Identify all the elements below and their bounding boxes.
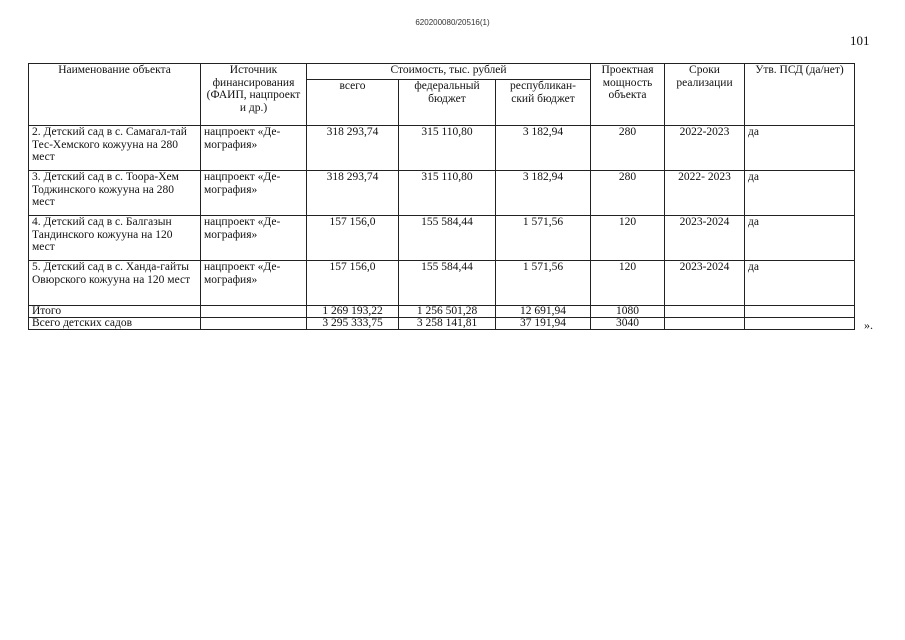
cell-period: 2022- 2023 [665, 171, 745, 216]
cell-empty [665, 306, 745, 318]
header-republic: республикан-ский бюджет [496, 80, 591, 126]
table-row [29, 171, 855, 216]
subtotal-row [29, 306, 855, 318]
cell-source: нацпроект «Де-мография» [201, 261, 307, 306]
page-number: 101 [850, 33, 870, 48]
grand-total-row [29, 318, 855, 330]
subtotal-federal: 1 256 501,28 [399, 306, 496, 318]
subtotal-capacity: 1080 [591, 306, 665, 318]
header-row-1 [29, 64, 855, 80]
cell-republic: 3 182,94 [496, 126, 591, 171]
header-federal: федеральный бюджет [399, 80, 496, 126]
subtotal-republic: 12 691,94 [496, 306, 591, 318]
cell-source: нацпроект «Де-мография» [201, 171, 307, 216]
cell-period: 2023-2024 [665, 261, 745, 306]
cell-period: 2022-2023 [665, 126, 745, 171]
header-cost-group: Стоимость, тыс. рублей [307, 64, 591, 80]
header-total: всего [307, 80, 399, 126]
cell-source: нацпроект «Де-мография» [201, 216, 307, 261]
cell-psd: да [745, 216, 855, 261]
cell-republic: 1 571,56 [496, 261, 591, 306]
cell-total: 318 293,74 [307, 126, 399, 171]
grand-total-federal: 3 258 141,81 [399, 318, 496, 330]
table-row [29, 261, 855, 306]
cell-republic: 1 571,56 [496, 216, 591, 261]
subtotal-label: Итого [29, 306, 201, 318]
header-source: Источник финансирования (ФАИП, нацпроект и др.) [201, 64, 307, 126]
cell-empty [201, 318, 307, 330]
closing-quote-mark: ». [864, 318, 873, 332]
cell-federal: 155 584,44 [399, 216, 496, 261]
header-period: Сроки реализации [665, 64, 745, 126]
cell-federal: 315 110,80 [399, 126, 496, 171]
cell-name: 3. Детский сад в с. Тоора-Хем Тоджинского кожууна на 280 мест [29, 171, 201, 216]
cell-psd: да [745, 261, 855, 306]
header-name: Наименование объекта [29, 64, 201, 126]
table-row [29, 216, 855, 261]
cell-republic: 3 182,94 [496, 171, 591, 216]
cell-capacity: 120 [591, 216, 665, 261]
grand-total-total: 3 295 333,75 [307, 318, 399, 330]
cell-capacity: 280 [591, 171, 665, 216]
cell-psd: да [745, 171, 855, 216]
cell-federal: 315 110,80 [399, 171, 496, 216]
cell-empty [745, 318, 855, 330]
cell-period: 2023-2024 [665, 216, 745, 261]
document-id: 620200080/20516(1) [415, 18, 490, 27]
cell-name: 2. Детский сад в с. Самагал-тай Тес-Хемского кожууна на 280 мест [29, 126, 201, 171]
cell-total: 157 156,0 [307, 216, 399, 261]
cell-empty [665, 318, 745, 330]
cell-federal: 155 584,44 [399, 261, 496, 306]
kindergarten-budget-table [28, 63, 855, 330]
cell-empty [745, 306, 855, 318]
cell-psd: да [745, 126, 855, 171]
cell-capacity: 120 [591, 261, 665, 306]
header-capacity: Проектная мощность объекта [591, 64, 665, 126]
cell-name: 4. Детский сад в с. Балгазын Тандинского кожууна на 120 мест [29, 216, 201, 261]
subtotal-total: 1 269 193,22 [307, 306, 399, 318]
header-psd: Утв. ПСД (да/нет) [745, 64, 855, 126]
grand-total-republic: 37 191,94 [496, 318, 591, 330]
grand-total-label: Всего детских садов [29, 318, 201, 330]
cell-source: нацпроект «Де-мография» [201, 126, 307, 171]
grand-total-capacity: 3040 [591, 318, 665, 330]
cell-total: 318 293,74 [307, 171, 399, 216]
cell-name: 5. Детский сад в с. Ханда-гайты Овюрского кожууна на 120 мест [29, 261, 201, 306]
cell-capacity: 280 [591, 126, 665, 171]
cell-total: 157 156,0 [307, 261, 399, 306]
cell-empty [201, 306, 307, 318]
table-row [29, 126, 855, 171]
